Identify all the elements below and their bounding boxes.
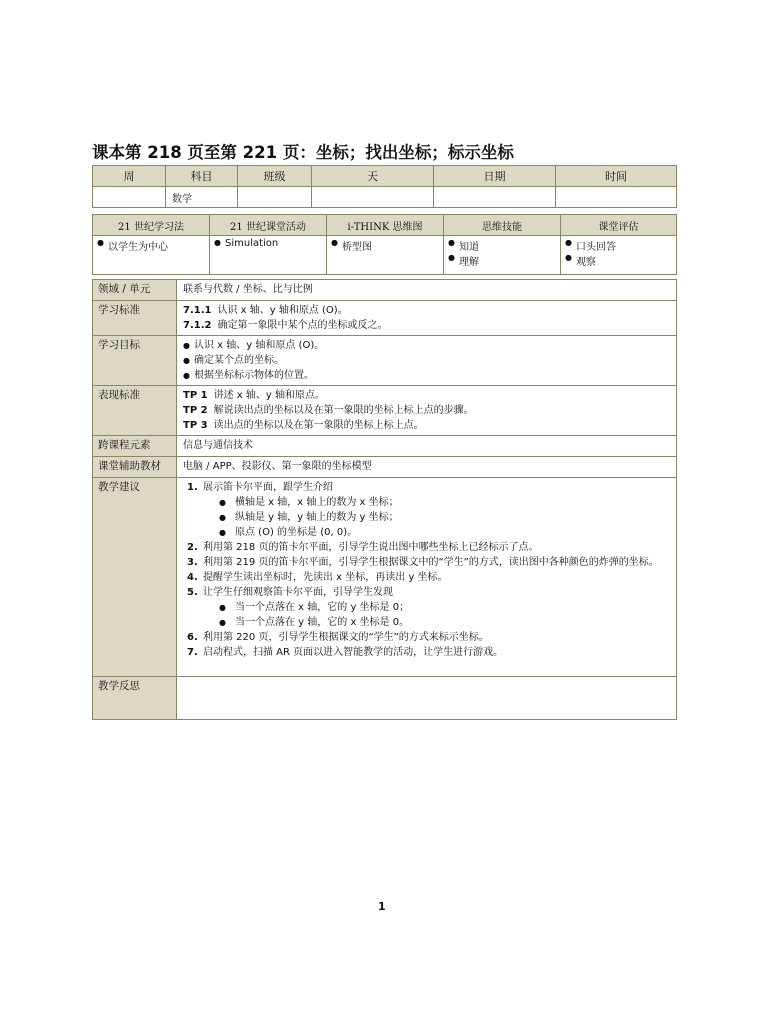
info-value-day bbox=[312, 187, 434, 208]
suggestion-item: 1. 展示笛卡尔平面，跟学生介绍 ● 横轴是 x 轴，x 轴上的数为 x 坐标； ● 纵轴是 y 轴，y 轴上的数为 y 坐标； ● 原点 (O) 的坐标是 (0, 0)。 bbox=[183, 480, 670, 540]
page-number: 1 bbox=[378, 900, 386, 913]
cross-label: 跨课程元素 bbox=[93, 436, 177, 457]
method-header-skills: 思维技能 bbox=[444, 215, 561, 236]
info-table bbox=[92, 165, 677, 208]
page-title: 课本第 218 页至第 221 页：坐标；找出坐标；标示坐标 bbox=[92, 143, 514, 162]
list-item: ● 观察 bbox=[565, 253, 672, 268]
sub-item: ● 纵轴是 y 轴，y 轴上的数为 y 坐标； bbox=[219, 510, 670, 525]
list-item: ● 桥型图 bbox=[331, 238, 439, 253]
method-header-assessment: 课堂评估 bbox=[561, 215, 677, 236]
info-value-subject: 数学 bbox=[166, 187, 238, 208]
info-header-week: 周 bbox=[93, 166, 166, 187]
list-item: ● 确定某个点的坐标。 bbox=[183, 353, 670, 368]
list-item: ● 认识 x 轴、y 轴和原点 (O)。 bbox=[183, 338, 670, 353]
performance-content bbox=[177, 386, 677, 436]
method-skills-cell bbox=[444, 236, 561, 275]
method-header-row bbox=[93, 215, 677, 236]
objective-row bbox=[93, 336, 677, 386]
aids-value: 电脑 / APP、投影仪、第一象限的坐标模型 bbox=[177, 457, 677, 478]
performance-row bbox=[93, 386, 677, 436]
objective-label: 学习目标 bbox=[93, 336, 177, 386]
performance-item: TP 2 解说读出点的坐标以及在第一象限的坐标上标上点的步骤。 bbox=[183, 405, 474, 416]
info-value-row bbox=[93, 187, 677, 208]
reflection-label: 教学反思 bbox=[93, 677, 177, 720]
list-item: ● 以学生为中心 bbox=[97, 238, 205, 253]
standard-item: 7.1.1 认识 x 轴、y 轴和原点 (O)。 bbox=[183, 305, 348, 316]
domain-label: 领域 / 单元 bbox=[93, 280, 177, 301]
method-activity-cell bbox=[210, 236, 327, 275]
info-header-subject: 科目 bbox=[166, 166, 238, 187]
performance-item: TP 1 讲述 x 轴、y 轴和原点。 bbox=[183, 390, 325, 401]
cross-value: 信息与通信技术 bbox=[177, 436, 677, 457]
method-body-row bbox=[93, 236, 677, 275]
method-header-ithink: i-THINK 思维图 bbox=[327, 215, 444, 236]
info-header-row bbox=[93, 166, 677, 187]
method-header-activity: 21 世纪课堂活动 bbox=[210, 215, 327, 236]
list-item: ● 理解 bbox=[448, 253, 556, 268]
standard-row bbox=[93, 301, 677, 336]
sub-item: ● 横轴是 x 轴，x 轴上的数为 x 坐标； bbox=[219, 495, 670, 510]
reflection-row bbox=[93, 677, 677, 720]
suggestion-item: 5. 让学生仔细观察笛卡尔平面，引导学生发现 ● 当一个点落在 x 轴，它的 y 坐标是 0； ● 当一个点落在 y 轴，它的 x 坐标是 0。 bbox=[183, 585, 670, 630]
suggestion-row bbox=[93, 478, 677, 677]
domain-row bbox=[93, 280, 677, 301]
suggestion-label: 教学建议 bbox=[93, 478, 177, 677]
suggestion-item: 4. 提醒学生读出坐标时，先读出 x 坐标，再读出 y 坐标。 bbox=[187, 572, 448, 583]
objective-content bbox=[177, 336, 677, 386]
performance-item: TP 3 读出点的坐标以及在第一象限的坐标上标上点。 bbox=[183, 420, 424, 431]
info-value-date bbox=[434, 187, 556, 208]
method-table bbox=[92, 214, 677, 275]
reflection-value bbox=[177, 677, 677, 720]
sub-item: ● 当一个点落在 x 轴，它的 y 坐标是 0； bbox=[219, 600, 670, 615]
info-value-time bbox=[556, 187, 677, 208]
list-item: ● 口头回答 bbox=[565, 238, 672, 253]
detail-table bbox=[92, 279, 677, 720]
suggestion-item: 7. 启动程式，扫描 AR 页面以进入智能教学的活动，让学生进行游戏。 bbox=[187, 647, 504, 658]
aids-label: 课堂辅助教材 bbox=[93, 457, 177, 478]
info-value-class bbox=[238, 187, 312, 208]
method-assessment-cell bbox=[561, 236, 677, 275]
list-item: ● 知道 bbox=[448, 238, 556, 253]
domain-value: 联系与代数 / 坐标、比与比例 bbox=[177, 280, 677, 301]
cross-row bbox=[93, 436, 677, 457]
info-header-time: 时间 bbox=[556, 166, 677, 187]
suggestion-item: 3. 利用第 219 页的笛卡尔平面，引导学生根据课文中的“学生”的方式，读出图中各种颜色的炸弹的坐标。 bbox=[187, 557, 659, 568]
sub-item: ● 原点 (O) 的坐标是 (0, 0)。 bbox=[219, 525, 670, 540]
info-header-class: 班级 bbox=[238, 166, 312, 187]
standard-item: 7.1.2 确定第一象限中某个点的坐标或反之。 bbox=[183, 320, 388, 331]
method-ithink-cell bbox=[327, 236, 444, 275]
method-header-learning: 21 世纪学习法 bbox=[93, 215, 210, 236]
method-learning-cell bbox=[93, 236, 210, 275]
info-header-day: 天 bbox=[312, 166, 434, 187]
aids-row bbox=[93, 457, 677, 478]
sub-item: ● 当一个点落在 y 轴，它的 x 坐标是 0。 bbox=[219, 615, 670, 630]
list-item: ● Simulation bbox=[214, 238, 322, 249]
info-value-week bbox=[93, 187, 166, 208]
info-header-date: 日期 bbox=[434, 166, 556, 187]
suggestion-item: 2. 利用第 218 页的笛卡尔平面，引导学生说出图中哪些坐标上已经标示了点。 bbox=[187, 542, 539, 553]
standard-content bbox=[177, 301, 677, 336]
suggestion-content bbox=[177, 478, 677, 677]
list-item: ● 根据坐标标示物体的位置。 bbox=[183, 368, 670, 383]
suggestion-item: 6. 利用第 220 页，引导学生根据课文的“学生”的方式来标示坐标。 bbox=[187, 632, 489, 643]
standard-label: 学习标准 bbox=[93, 301, 177, 336]
performance-label: 表现标准 bbox=[93, 386, 177, 436]
